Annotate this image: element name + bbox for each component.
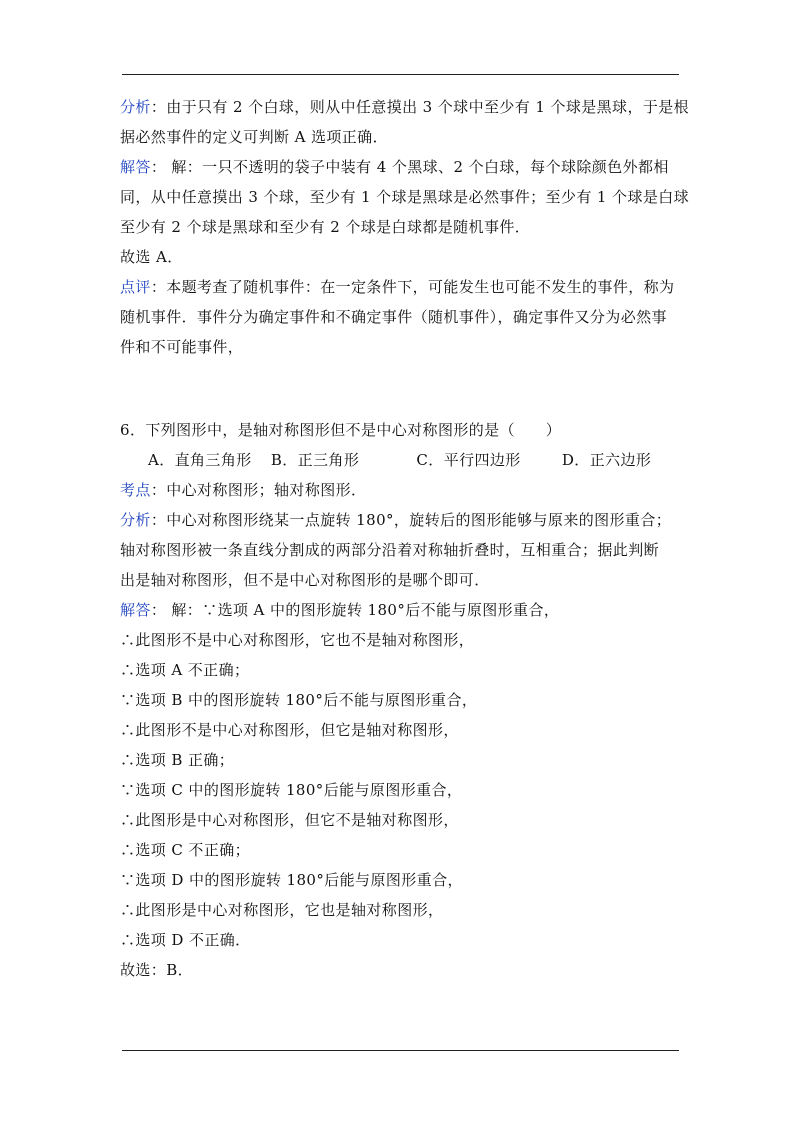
option-c: C．平行四边形 [416,451,521,469]
header-rule [122,74,679,75]
analysis-line: 分析：由于只有 2 个白球，则从中任意摸出 3 个球中至少有 1 个球是黑球，于是根 [120,98,690,116]
answer-line: 解答： 解：一只不透明的袋子中装有 4 个黑球、2 个白球，每个球除颜色外都相 [120,158,669,176]
question-options [120,445,685,475]
analysis-tag: 分析 [120,98,151,116]
analysis-line: 轴对称图形被一条直线分割成的两部分沿着对称轴折叠时，互相重合；据此判断 [120,541,660,559]
answer-line: ∴此图形是中心对称图形，它也是轴对称图形， [120,901,444,919]
final-answer-line: 故选：B． [120,961,194,979]
kaodian-line: 考点：中心对称图形；轴对称图形． [120,481,367,499]
analysis-line: 据必然事件的定义可判断 A 选项正确． [120,128,388,146]
analysis-tag: 分析 [120,511,151,529]
document-body [120,92,690,985]
option-d: D．正六边形 [561,451,652,469]
answer-line: ∴选项 C 不正确； [120,841,251,859]
answer-line: ∵选项 B 中的图形旋转 180°后不能与原图形重合， [120,691,478,709]
answer-line: ∵选项 C 中的图形旋转 180°后能与原图形重合， [120,781,463,799]
kaodian-tag: 考点 [120,481,151,499]
answer-line: ∴此图形是中心对称图形，但它不是轴对称图形， [120,811,459,829]
answer-line: 故选 A． [120,248,183,266]
comment-line: 件和不可能事件， [120,338,244,356]
analysis-line: 分析：中心对称图形绕某一点旋转 180°，旋转后的图形能够与原来的图形重合； [120,511,672,529]
answer-line: ∵选项 D 中的图形旋转 180°后能与原图形重合， [120,871,463,889]
answer-line: 至少有 2 个球是黑球和至少有 2 个球是白球都是随机事件． [120,218,531,236]
answer-line: ∴选项 A 不正确； [120,661,250,679]
option-b: B．正三角形 [270,451,360,469]
section-gap [120,362,685,415]
answer-tag: 解答 [120,158,151,176]
comment-line: 随机事件．事件分为确定事件和不确定事件（随机事件），确定事件又分为必然事 [120,308,667,326]
answer-line: ∴此图形不是中心对称图形，但它是轴对称图形， [120,721,459,739]
question-stem: 6．下列图形中，是轴对称图形但不是中心对称图形的是（ ） [120,421,562,439]
answer-line: ∴此图形不是中心对称图形，它也不是轴对称图形， [120,631,475,649]
answer-line: ∴选项 D 不正确． [120,931,251,949]
answer-line: ∴选项 B 正确； [120,751,235,769]
answer-line: 同，从中任意摸出 3 个球，至少有 1 个球是黑球是必然事件；至少有 1 个球是白球 [120,188,690,206]
footer-rule [122,1050,679,1051]
answer-line: 解答： 解：∵选项 A 中的图形旋转 180°后不能与原图形重合， [120,601,560,619]
analysis-line: 出是轴对称图形，但不是中心对称图形的是哪个即可． [120,571,490,589]
option-a: A．直角三角形 [148,451,252,469]
comment-tag: 点评 [120,278,151,296]
comment-line: 点评：本题考查了随机事件：在一定条件下，可能发生也可能不发生的事件，称为 [120,278,675,296]
answer-tag: 解答 [120,601,151,619]
